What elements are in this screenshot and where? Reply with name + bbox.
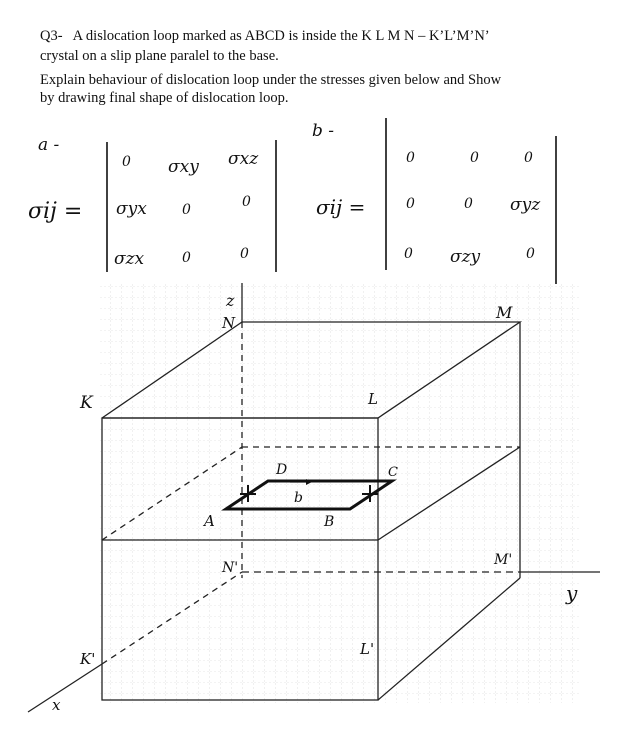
y-axis-label: y	[566, 581, 578, 605]
tensor-b-label: b -	[312, 121, 335, 141]
tensor-a-cell-21: σyx	[116, 199, 147, 219]
instruction-line-1: Explain behaviour of dislocation loop under the stresses given below and Show	[40, 72, 502, 88]
tensor-a	[28, 135, 276, 272]
tensor-b-cell-22: 0	[464, 196, 473, 212]
instruction-line-2: by drawing final shape of dislocation loop.	[40, 90, 289, 106]
tensor-b-cell-23: σyz	[510, 195, 541, 215]
tensor-a-cell-23: 0	[242, 194, 251, 210]
tensor-b-symbol: σij =	[316, 195, 366, 219]
question-number: Q3-	[40, 28, 63, 44]
corner-l: L	[368, 390, 378, 408]
corner-m: M	[496, 303, 513, 322]
loop-label-c: C	[388, 465, 398, 480]
tensor-b	[312, 118, 556, 284]
tensor-b-cell-31: 0	[404, 246, 413, 262]
loop-label-d: D	[276, 462, 288, 478]
graph-paper-grid	[100, 283, 580, 703]
tensor-a-cell-31: σzx	[114, 249, 145, 269]
corner-l-prime: L'	[360, 640, 375, 658]
tensor-a-cell-11: 0	[122, 154, 131, 170]
corner-k-prime: K'	[80, 650, 96, 668]
corner-n-prime: N'	[222, 560, 239, 576]
tensor-b-cell-13: 0	[524, 150, 533, 166]
z-axis-label: z	[226, 291, 235, 310]
tensor-b-cell-11: 0	[406, 150, 415, 166]
tensor-a-cell-33: 0	[240, 246, 249, 262]
tensor-b-cell-21: 0	[406, 196, 415, 212]
corner-k: K	[80, 393, 93, 413]
tensor-b-cell-12: 0	[470, 150, 479, 166]
tensor-a-cell-22: 0	[182, 202, 191, 218]
loop-label-a: A	[204, 512, 215, 530]
loop-label-b: B	[324, 514, 335, 530]
corner-m-prime: M'	[494, 552, 513, 568]
question-line-2: crystal on a slip plane paralel to the base.	[40, 48, 279, 64]
tensor-a-symbol: σij =	[28, 199, 83, 224]
tensor-a-label: a -	[38, 135, 60, 155]
x-axis	[28, 664, 102, 712]
tensor-b-cell-33: 0	[526, 246, 535, 262]
tensor-a-cell-12: σxy	[168, 157, 199, 177]
tensor-b-cell-32: σzy	[450, 247, 481, 267]
tensor-a-cell-13: σxz	[228, 149, 259, 169]
x-axis-label: x	[52, 696, 61, 714]
question-statement: A dislocation loop marked as ABCD is inside the K L M N – K’L’M’N’	[72, 28, 490, 44]
corner-n: N	[222, 314, 236, 332]
burgers-vector-label: b	[294, 490, 303, 506]
tensor-a-cell-32: 0	[182, 250, 191, 266]
